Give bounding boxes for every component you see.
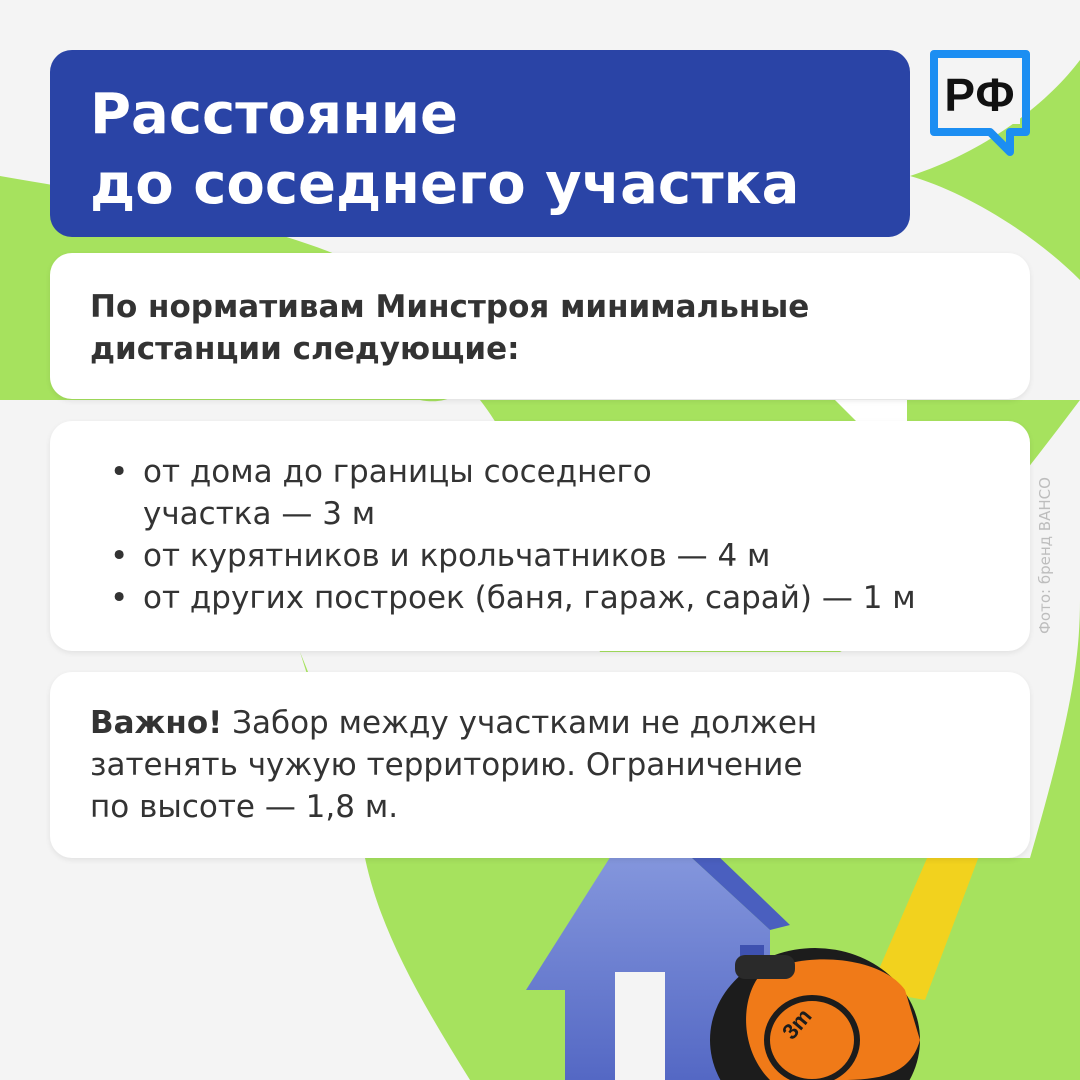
title-line-2: до соседнего участка — [90, 152, 800, 217]
note-card — [50, 672, 1030, 858]
intro-card — [50, 253, 1030, 399]
list-item-text: участка — 3 м — [143, 496, 376, 532]
intro-line-2: дистанции следующие: — [90, 331, 520, 367]
note-line-2: затенять чужую территорию. Ограничение — [90, 747, 803, 783]
photo-credit: Фото: бренд BAHCO — [1036, 477, 1054, 634]
bullet-icon: • — [110, 538, 129, 574]
bullet-icon: • — [110, 454, 129, 490]
list-item — [110, 451, 990, 535]
tape-label: 3m — [777, 1003, 817, 1045]
title-card — [50, 50, 910, 237]
list-item-text: от курятников и крольчатников — 4 м — [143, 538, 771, 574]
list-item-text: от других построек (баня, гараж, сарай) — 1 м — [143, 580, 916, 616]
note-text: Забор между участками не должен — [222, 705, 818, 741]
bullet-icon: • — [110, 580, 129, 616]
distances-card — [50, 421, 1030, 651]
distances-list — [110, 451, 990, 619]
intro-line-1: По нормативам Минстроя минимальные — [90, 289, 810, 325]
note-line-1 — [90, 702, 990, 744]
rf-logo — [930, 50, 1030, 156]
note-line-3: по высоте — 1,8 м. — [90, 789, 399, 825]
list-item-text: от дома до границы соседнего — [143, 454, 652, 490]
note-important: Важно! — [90, 705, 223, 741]
list-item — [110, 577, 990, 619]
list-item — [110, 535, 990, 577]
title-line-1: Расстояние — [90, 82, 459, 147]
logo-text: РФ — [944, 69, 1016, 121]
